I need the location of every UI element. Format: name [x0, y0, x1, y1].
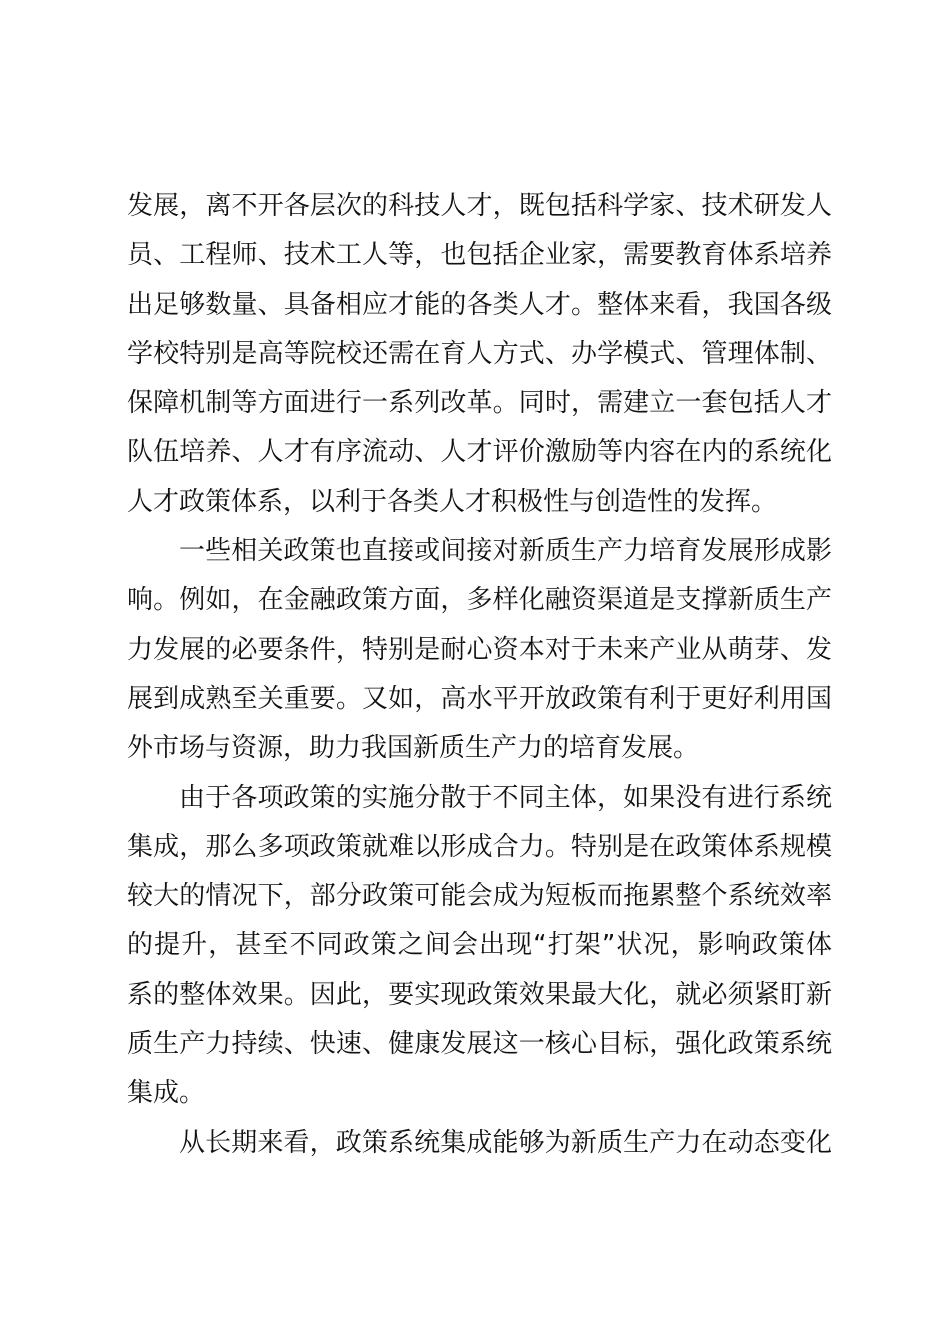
text-line: 质生产力持续、快速、健康发展这一核心目标，强化政策系统: [127, 1029, 832, 1060]
body-text: [127, 182, 832, 1168]
text-line: 从长期来看，政策系统集成能够为新质生产力在动态变化: [179, 1127, 832, 1158]
text-line: 较大的情况下，部分政策可能会成为短板而拖累整个系统效率: [127, 881, 832, 912]
text-line: 系的整体效果。因此，要实现政策效果最大化，就必须紧盯新: [127, 979, 832, 1010]
text-line: 人才政策体系，以利于各类人才积极性与创造性的发挥。: [127, 486, 778, 517]
text-line: 学校特别是高等院校还需在育人方式、办学模式、管理体制、: [127, 338, 832, 369]
text-line: 展到成熟至关重要。又如，高水平开放政策有利于更好利用国: [127, 683, 832, 714]
text-line: 集成，那么多项政策就难以形成合力。特别是在政策体系规模: [127, 831, 832, 862]
text-line: 响。例如，在金融政策方面，多样化融资渠道是支撑新质生产: [127, 585, 832, 616]
text-line: 员、工程师、技术工人等，也包括企业家，需要教育体系培养: [127, 240, 832, 271]
text-line: 由于各项政策的实施分散于不同主体，如果没有进行系统: [179, 782, 832, 813]
text-line: 发展，离不开各层次的科技人才，既包括科学家、技术研发人: [127, 191, 832, 221]
text-line: 队伍培养、人才有序流动、人才评价激励等内容在内的系统化: [127, 437, 832, 468]
text-line: 集成。: [127, 1078, 206, 1109]
text-line: 保障机制等方面进行一系列改革。同时，需建立一套包括人才: [127, 388, 832, 419]
text-line: 力发展的必要条件，特别是耐心资本对于未来产业从萌芽、发: [127, 634, 832, 665]
text-line: 外市场与资源，助力我国新质生产力的培育发展。: [127, 733, 700, 764]
text-line: 的提升，甚至不同政策之间会出现“打架”状况，影响政策体: [127, 930, 832, 961]
text-line: 一些相关政策也直接或间接对新质生产力培育发展形成影: [179, 536, 832, 567]
text-line: 出足够数量、具备相应才能的各类人才。整体来看，我国各级: [127, 289, 832, 320]
